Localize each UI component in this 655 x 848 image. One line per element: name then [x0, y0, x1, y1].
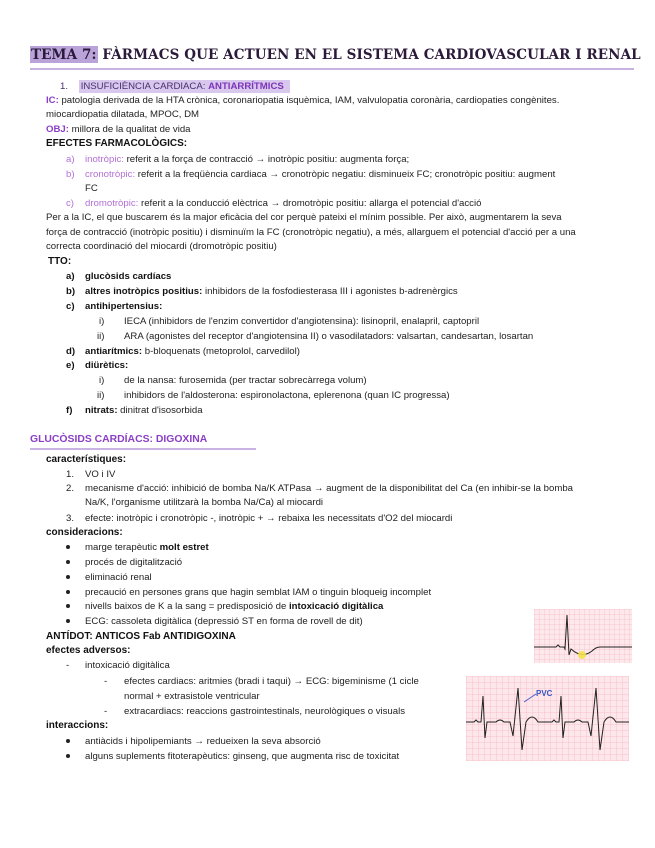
- tto-item: glucòsids cardíacs: [85, 271, 172, 282]
- list-number: 3.: [66, 513, 75, 524]
- section-underline-2: [30, 448, 256, 450]
- tto-letter: a): [66, 271, 75, 282]
- efectes-item: dromotròpic: referit a la conducció elèctrica → dromotròpic positiu: allarga el potencial d'acció: [85, 198, 482, 209]
- consideracions-heading: consideracions:: [46, 527, 123, 538]
- tto-subitem: inhibidors de l'aldosterona: espironolactona, eplerenona (quan IC progressa): [124, 390, 450, 401]
- consideracio-item: eliminació renal: [85, 572, 152, 583]
- ecg-digitalis-image: [534, 609, 632, 663]
- efectes-letter: a): [66, 154, 75, 165]
- paragraph-line: correcta coordinació del miocardi (dromotròpic positiu): [46, 241, 277, 252]
- dash: -: [104, 706, 108, 717]
- consideracio-item: marge terapèutic molt estret: [85, 542, 209, 553]
- tto-letter: c): [66, 301, 75, 312]
- bullet: [66, 560, 70, 564]
- tto-item: diürètics:: [85, 360, 129, 371]
- efectes-letter: c): [66, 198, 74, 209]
- list-number: 1.: [66, 469, 75, 480]
- title-rest: FÀRMACS QUE ACTUEN EN EL SISTEMA CARDIOVASCULAR I RENAL: [97, 47, 641, 63]
- interaccio-item: antiàcids i hipolipemiants → redueixen la seva absorció: [85, 736, 321, 747]
- consideracio-item: precaució en persones grans que hagin semblat IAM o tinguin bloqueig incomplet: [85, 587, 432, 598]
- caracteristiques-heading: característiques:: [46, 454, 127, 465]
- tto-item: altres inotròpics positius: inhibidors de la fosfodiesterasa III i agonistes b-adrenèrgics: [85, 286, 458, 297]
- ic-line: IC: patologia derivada de la HTA crònica, coronariopatia isquèmica, IAM, valvulopatia coronària, cardiopaties congènites.: [46, 95, 560, 106]
- bullet: [66, 754, 70, 758]
- bullet: [66, 619, 70, 623]
- consideracio-item: procés de digitalització: [85, 557, 183, 568]
- ecg-bigeminy-image: [466, 676, 629, 761]
- list-number: 2.: [66, 483, 75, 494]
- tto-item: antiarítmics: b-bloquenats (metoprolol, carvedilol): [85, 346, 300, 357]
- tto-subletter: i): [99, 375, 105, 386]
- tto-item: nitrats: dinitrat d'isosorbida: [85, 405, 203, 416]
- pvc-label: PVC: [536, 689, 553, 698]
- tto-letter: e): [66, 360, 75, 371]
- adversos-main: intoxicació digitàlica: [85, 660, 170, 671]
- efectes-item-cont: FC: [85, 183, 98, 194]
- caracteristiques-item: VO i IV: [85, 469, 116, 480]
- bullet: [66, 739, 70, 743]
- tto-subitem: ARA (agonistes del receptor d'angiotensina II) o vasodilatadors: valsartan, candesartan, losartan: [124, 331, 534, 342]
- antidot-line: ANTÍDOT: ANTICOS Fab ANTIDIGOXINA: [46, 631, 236, 642]
- title-underline: [30, 68, 634, 70]
- tto-subletter: ii): [97, 331, 105, 342]
- caracteristiques-item-cont: Na/K, l'organisme utilitzarà la bomba Na/Ca) al miocardi: [85, 497, 324, 508]
- interaccions-heading: interaccions:: [46, 720, 109, 731]
- efectes-letter: b): [66, 169, 75, 180]
- tto-item: antihipertensius:: [85, 301, 163, 312]
- page-title: [30, 47, 641, 63]
- caracteristiques-item: mecanisme d'acció: inhibició de bomba Na/K ATPasa → augment de la disponibilitat del Ca (en inhibir-se la bomba: [85, 483, 573, 494]
- tto-heading: TTO:: [48, 256, 72, 267]
- tto-letter: f): [66, 405, 73, 416]
- adversos-sub-cont: normal + extrasistole ventricular: [124, 691, 260, 702]
- tto-subitem: IECA (inhibidors de l'enzim convertidor d'angiotensina): lisinopril, enalapril, captopril: [124, 316, 480, 327]
- consideracio-item: nivells baixos de K a la sang = predisposició de intoxicació digitàlica: [85, 601, 384, 612]
- tto-subitem: de la nansa: furosemida (per tractar sobrecàrrega volum): [124, 375, 367, 386]
- paragraph-line: Per a la IC, el que buscarem és la major eficàcia del cor perquè pateixi el mínim possible. Per això, augmentarem la seva: [46, 212, 562, 223]
- consideracio-item: ECG: cassoleta digitàlica (depressió ST en forma de rovell de dit): [85, 616, 363, 627]
- caracteristiques-item: efecte: inotròpic i cronotròpic -, inotròpic + → rebaixa les necessitats d'O2 del miocardi: [85, 513, 453, 524]
- paragraph-line: força de contracció (inotròpic positiu) i disminuïm la FC (cronotròpic negatiu), a més, allarguem el potencial d'acció per a una: [46, 227, 576, 238]
- dash: -: [104, 676, 108, 687]
- ic-line-2: miocardiopatia dilatada, MPOC, DM: [46, 109, 200, 120]
- adversos-sub: efectes cardiacs: aritmies (bradi i taqui) → ECG: bigeminisme (1 cicle: [124, 676, 419, 687]
- bullet: [66, 604, 70, 608]
- adversos-heading: efectes adversos:: [46, 645, 131, 656]
- section-number: 1.: [60, 81, 69, 92]
- tto-letter: b): [66, 286, 76, 297]
- obj-line: OBJ: millora de la qualitat de vida: [46, 124, 191, 135]
- section-label: INSUFICIÈNCIA CARDIACA:: [80, 81, 209, 92]
- section-strong: ANTIARRÍTMICS: [208, 81, 284, 92]
- bullet: [66, 575, 70, 579]
- tto-subletter: i): [99, 316, 105, 327]
- adversos-sub: extracardiacs: reaccions gastrointestinals, neurològiques o visuals: [124, 706, 406, 717]
- title-tema: TEMA 7:: [31, 47, 97, 63]
- interaccio-item: alguns suplements fitoterapèutics: ginseng, que augmenta risc de toxicitat: [85, 751, 400, 762]
- tto-letter: d): [66, 346, 76, 357]
- section-heading-2: GLUCÒSIDS CARDÍACS: DIGOXINA: [30, 434, 208, 445]
- section-heading-1: [60, 81, 290, 92]
- bullet: [66, 590, 70, 594]
- dash: -: [66, 660, 70, 671]
- bullet: [66, 545, 70, 549]
- efectes-item: inotròpic: referit a la força de contracció → inotròpic positiu: augmenta força;: [85, 154, 410, 165]
- efectes-heading: EFECTES FARMACOLÒGICS:: [46, 138, 188, 149]
- efectes-item: cronotròpic: referit a la freqüència cardiaca → cronotròpic negatiu: disminueix FC; cronotròpic positiu: augment: [85, 169, 556, 180]
- tto-subletter: ii): [97, 390, 105, 401]
